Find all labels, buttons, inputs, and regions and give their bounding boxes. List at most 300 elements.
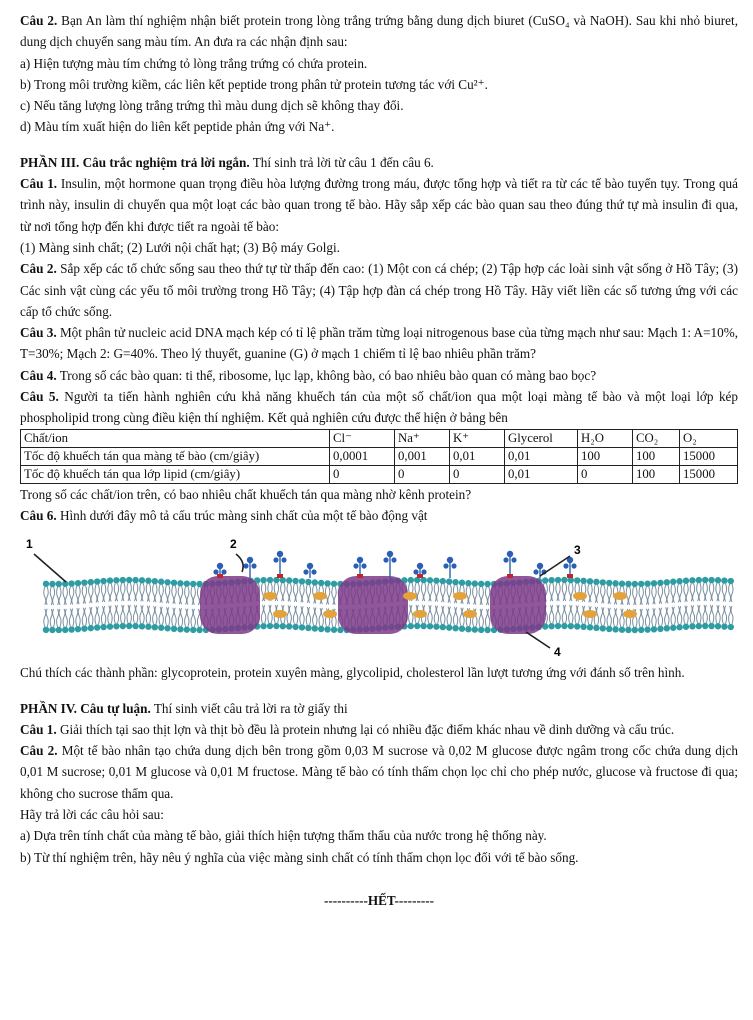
table-cell: O₂ (680, 429, 738, 447)
exam-page (20, 10, 738, 911)
phospholipid-head (152, 578, 158, 584)
phospholipid-head (145, 578, 151, 584)
lipid-tail (421, 583, 425, 601)
sugar-unit (383, 558, 388, 563)
lipid-tail (729, 606, 733, 624)
phospholipid-head (139, 577, 145, 583)
phospholipid-head (600, 579, 606, 585)
phospholipid-head (555, 577, 561, 583)
phospholipid-head (190, 627, 196, 633)
phospholipid-head (113, 577, 119, 583)
phospholipid-head (196, 627, 202, 633)
phospholipid-head (606, 626, 612, 632)
part4-question-2-prompt: Hãy trả lời các câu hỏi sau: (20, 807, 164, 823)
cholesterol (403, 592, 417, 600)
lipid-tail (690, 584, 694, 602)
sugar-unit (421, 570, 426, 575)
lipid-tail (607, 608, 611, 626)
phospholipid-head (120, 623, 126, 629)
phospholipid-head (318, 626, 324, 632)
lipid-tail (703, 605, 707, 623)
end-mark: ----------HẾT--------- (323, 892, 435, 908)
phospholipid-head (171, 626, 177, 632)
part3-heading: PHẦN III. Câu trắc nghiệm trả lời ngắn. Thí sinh trả lời từ câu 1 đến câu 6. (20, 154, 434, 170)
phospholipid-head (664, 579, 670, 585)
sugar-unit (387, 551, 393, 557)
phospholipid-head (312, 580, 318, 586)
table-cell: 0,01 (505, 465, 578, 483)
phospholipid-head (433, 578, 439, 584)
phospholipid-head (676, 624, 682, 630)
sugar-unit (447, 557, 453, 563)
lipid-tail (300, 607, 304, 625)
phospholipid-head (625, 627, 631, 633)
phospholipid-head (331, 627, 337, 633)
sugar-unit (307, 563, 313, 569)
lipid-tail (101, 584, 105, 602)
phospholipid-head (638, 627, 644, 633)
lipid-tail (658, 586, 662, 604)
lipid-tail (178, 587, 182, 605)
phospholipid-head (62, 627, 68, 633)
phospholipid-head (478, 627, 484, 633)
phospholipid-head (580, 624, 586, 630)
phospholipid-head (683, 578, 689, 584)
phospholipid-head (433, 624, 439, 630)
lipid-tail (108, 606, 112, 624)
phospholipid-head (190, 581, 196, 587)
lipid-tail (153, 584, 157, 602)
part2-question-2: Câu 2. Bạn An làm thí nghiệm nhận biết protein trong lòng trắng trứng bằng dung dịch biuret (CuSO₄ và NaOH). Sau khi nhỏ biuret, dung dịch chuyển sang màu tím. An đưa ra các nhận định sau: (20, 13, 738, 50)
lipid-tail (133, 583, 137, 601)
lipid-tail (479, 587, 483, 605)
phospholipid-head (107, 578, 113, 584)
phospholipid-head (305, 625, 311, 631)
lipid-tail (121, 605, 125, 623)
lipid-tail (453, 607, 457, 625)
phospholipid-head (676, 578, 682, 584)
sugar-unit (507, 574, 513, 578)
sugar-unit (537, 563, 543, 569)
table-cell: 0,0001 (330, 447, 395, 465)
sugar-unit (511, 558, 516, 563)
lipid-tail (703, 583, 707, 601)
phospholipid-head (459, 626, 465, 632)
lipid-tail (306, 607, 310, 625)
sugar-unit (311, 570, 316, 575)
phospholipid-head (292, 624, 298, 630)
lipid-tail (652, 587, 656, 605)
lipid-tail (441, 584, 445, 602)
table-cell: 0 (450, 465, 505, 483)
lipid-tail (146, 606, 150, 624)
sugar-unit (533, 570, 538, 575)
cholesterol (323, 610, 337, 618)
figure-label-4: 4 (554, 645, 561, 660)
lipid-tail (697, 583, 701, 601)
sugar-unit (417, 563, 423, 569)
phospholipid-head (670, 625, 676, 631)
phospholipid-head (100, 578, 106, 584)
lipid-tail (569, 583, 573, 601)
lipid-tail (562, 583, 566, 601)
table-cell: Chất/ion (21, 429, 330, 447)
lipid-tail (185, 587, 189, 605)
table-cell: H₂O (578, 429, 633, 447)
phospholipid-head (94, 579, 100, 585)
phospholipid-head (452, 579, 458, 585)
phospholipid-head (619, 581, 625, 587)
lipid-tail (665, 608, 669, 626)
transmembrane-protein (200, 576, 260, 634)
phospholipid-head (286, 624, 292, 630)
part3-question-5-after: Trong số các chất/ion trên, có bao nhiêu chất khuếch tán qua màng nhờ kênh protein? (20, 486, 472, 502)
table-cell: Cl⁻ (330, 429, 395, 447)
cholesterol (313, 592, 327, 600)
part4-question-1: Câu 1. Giải thích tại sao thịt lợn và thịt bò đều là protein nhưng lại có nhiều đặc điểm khác nhau về dinh dưỡng và cấu trúc. (20, 721, 675, 737)
sugar-unit (503, 558, 508, 563)
lipid-tail (434, 606, 438, 624)
lipid-tail (261, 605, 265, 623)
lipid-tail (159, 607, 163, 625)
lipid-tail (89, 585, 93, 603)
phospholipid-head (459, 580, 465, 586)
phospholipid-head (587, 624, 593, 630)
phospholipid-head (446, 579, 452, 585)
phospholipid-head (75, 580, 81, 586)
lipid-tail (594, 585, 598, 603)
phospholipid-head (184, 581, 190, 587)
lipid-tail (57, 587, 61, 605)
phospholipid-head (548, 577, 554, 583)
phospholipid-head (81, 580, 87, 586)
phospholipid-head (427, 577, 433, 583)
sugar-unit (353, 564, 358, 569)
sugar-unit (251, 564, 256, 569)
lipid-tail (716, 605, 720, 623)
phospholipid-head (478, 581, 484, 587)
table-cell: 15000 (680, 465, 738, 483)
lipid-tail (153, 606, 157, 624)
table-cell: CO₂ (633, 429, 680, 447)
phospholipid-head (331, 581, 337, 587)
lipid-tail (300, 585, 304, 603)
phospholipid-head (88, 625, 94, 631)
table-cell: 100 (633, 447, 680, 465)
option-b: b) Trong môi trường kiềm, các liên kết peptide trong phân tử protein tương tác với Cu²⁺. (20, 76, 488, 92)
lipid-tail (332, 587, 336, 605)
phospholipid-head (638, 581, 644, 587)
lipid-tail (89, 607, 93, 625)
lipid-tail (165, 586, 169, 604)
figure-caption: Chú thích các thành phần: glycoprotein, protein xuyên màng, glycolipid, cholesterol lần lượt tương ứng với đánh số trên hình. (20, 665, 685, 681)
lipid-tail (671, 585, 675, 603)
lipid-tail (722, 606, 726, 624)
lipid-tail (101, 606, 105, 624)
lipid-tail (729, 584, 733, 602)
phospholipid-head (606, 580, 612, 586)
phospholipid-head (56, 627, 62, 633)
phospholipid-head (708, 577, 714, 583)
table-cell: 100 (578, 447, 633, 465)
phospholipid-head (158, 625, 164, 631)
table-cell: Tốc độ khuếch tán qua màng tế bào (cm/giây) (21, 447, 330, 465)
phospholipid-head (644, 627, 650, 633)
phospholipid-head (472, 627, 478, 633)
phospholipid-head (324, 580, 330, 586)
sugar-unit (361, 564, 366, 569)
sugar-unit (243, 564, 248, 569)
phospholipid-head (107, 624, 113, 630)
lipid-tail (633, 587, 637, 605)
lipid-tail (82, 608, 86, 626)
phospholipid-head (177, 626, 183, 632)
table-row (21, 447, 738, 465)
cholesterol (573, 592, 587, 600)
phospholipid-head (715, 623, 721, 629)
part4-question-2-a: a) Dựa trên tính chất của màng tế bào, giải thích hiện tượng thẩm thấu của nước trong hệ thống này. (20, 828, 547, 844)
phospholipid-head (164, 625, 170, 631)
sugar-unit (303, 570, 308, 575)
lipid-tail (114, 583, 118, 601)
part3-question-2: Câu 2. Sắp xếp các tổ chức sống sau theo thứ tự từ thấp đến cao: (1) Một con cá chép; (2) Tập hợp các loài sinh vật sống ở Hồ Tây; (3) Các sinh vật cùng các yếu tố môi trường trong Hồ Tây; (4) Tập hợp đàn cá chép trong Hồ Tây. Hãy viết liền các số tương ứng với các cấp tổ chức sống. (20, 261, 738, 319)
phospholipid-head (158, 579, 164, 585)
phospholipid-head (484, 627, 490, 633)
phospholipid-head (292, 578, 298, 584)
lipid-tail (268, 605, 272, 623)
part3-question-1: Câu 1. Insulin, một hormone quan trọng điều hòa lượng đường trong máu, được tổng hợp và tiết ra từ các tế bào tuyến tụy. Trong quá trình này, insulin di chuyển qua một loạt các bào quan trong tế bào. Hãy sắp xếp các bào quan sau theo đúng thứ tự mà insulin đi qua, từ nơi tổng hợp đến khi được tiết ra ngoài tế bào: (20, 176, 738, 234)
lipid-tail (44, 587, 48, 605)
part3-question-1-items: (1) Màng sinh chất; (2) Lưới nội chất hạt; (3) Bộ máy Golgi. (20, 239, 340, 255)
phospholipid-head (267, 623, 273, 629)
phospholipid-head (440, 578, 446, 584)
lipid-tail (671, 607, 675, 625)
table-cell: Glycerol (505, 429, 578, 447)
membrane-components (34, 551, 637, 648)
phospholipid-head (427, 623, 433, 629)
phospholipid-head (548, 623, 554, 629)
phospholipid-head (689, 577, 695, 583)
lipid-tail (447, 585, 451, 603)
lipid-tail (639, 609, 643, 627)
phospholipid-head (273, 623, 279, 629)
lipid-tail (460, 608, 464, 626)
phospholipid-head (120, 577, 126, 583)
phospholipid-head (664, 625, 670, 631)
phospholipid-head (126, 623, 132, 629)
lipid-tail (562, 605, 566, 623)
diffusion-table (20, 429, 738, 484)
lipid-tail (159, 585, 163, 603)
phospholipid-head (657, 580, 663, 586)
lipid-tail (428, 584, 432, 602)
lipid-tail (191, 587, 195, 605)
lipid-tail (82, 586, 86, 604)
phospholipid-head (299, 624, 305, 630)
table-cell: 15000 (680, 447, 738, 465)
lipid-tail (127, 605, 131, 623)
sugar-unit (217, 574, 223, 578)
phospholipid-head (715, 577, 721, 583)
lipid-tail (287, 606, 291, 624)
cholesterol (463, 610, 477, 618)
phospholipid-head (465, 626, 471, 632)
lipid-tail (620, 609, 624, 627)
lipid-tail (473, 587, 477, 605)
phospholipid-head (619, 627, 625, 633)
lipid-tail (313, 608, 317, 626)
lipid-tail (588, 585, 592, 603)
part3-question-5: Câu 5. Người ta tiến hành nghiên cứu khả năng khuếch tán của một số chất/ion qua một loại màng tế bào và một loại lớp kép phospholipid trong cùng điều kiện thí nghiệm. Kết quả nghiên cứu được thể hiện ở bảng bên (20, 389, 739, 426)
lipid-tail (172, 608, 176, 626)
lipid-tail (684, 584, 688, 602)
phospholipid-head (587, 578, 593, 584)
sugar-unit (273, 558, 278, 563)
lipid-tail (607, 586, 611, 604)
phospholipid-head (56, 581, 62, 587)
phospholipid-head (324, 626, 330, 632)
table-cell: 0 (330, 465, 395, 483)
part4-question-2: Câu 2. Một tế bào nhân tạo chứa dung dịch bên trong gồm 0,03 M sucrose và 0,02 M glucose được ngâm trong cốc chứa dung dịch 0,01 M sucrose; 0,01 M glucose và 0,01 M fructose. Màng tế bào có tính thấm chọn lọc chỉ cho phép nước, glucose và fructose đi qua; không cho sucrose thấm qua. (20, 743, 739, 801)
figure-label-1: 1 (26, 537, 33, 552)
phospholipid-head (651, 580, 657, 586)
phospholipid-head (260, 623, 266, 629)
phospholipid-head (81, 626, 87, 632)
lipid-tail (556, 605, 560, 623)
sugar-unit (247, 557, 253, 563)
phospholipid-head (164, 579, 170, 585)
sugar-unit (277, 574, 283, 578)
phospholipid-head (632, 627, 638, 633)
lipid-tail (601, 586, 605, 604)
sugar-unit (277, 551, 283, 557)
table-cell: K⁺ (450, 429, 505, 447)
lipid-tail (165, 608, 169, 626)
label-arrow (526, 632, 550, 648)
phospholipid-head (88, 579, 94, 585)
part3-question-6: Câu 6. Hình dưới đây mô tả cấu trúc màng sinh chất của một tế bào động vật (20, 507, 428, 523)
phospholipid-head (651, 626, 657, 632)
sugar-unit (507, 551, 513, 557)
lipid-tail (76, 608, 80, 626)
lipid-tail (709, 583, 713, 601)
phospholipid-head (446, 625, 452, 631)
phospholipid-head (75, 626, 81, 632)
phospholipid-head (49, 581, 55, 587)
sugar-unit (217, 563, 223, 569)
phospholipid-head (132, 577, 138, 583)
lipid-tail (306, 585, 310, 603)
phospholipid-head (484, 581, 490, 587)
option-a: a) Hiện tượng màu tím chứng tỏ lòng trắng trứng có chứa protein. (20, 55, 368, 71)
phospholipid-head (126, 577, 132, 583)
phospholipid-head (177, 580, 183, 586)
lipid-tail (479, 609, 483, 627)
lipid-tail (95, 585, 99, 603)
phospholipid-head (555, 623, 561, 629)
lipid-tail (287, 584, 291, 602)
lipid-tail (108, 584, 112, 602)
lipid-tail (665, 586, 669, 604)
lipid-tail (409, 605, 413, 623)
sugar-unit (357, 574, 363, 578)
sugar-unit (281, 558, 286, 563)
phospholipid-head (68, 581, 74, 587)
phospholipid-head (139, 623, 145, 629)
lipid-tail (677, 584, 681, 602)
lipid-tail (50, 587, 54, 605)
lipid-tail (140, 584, 144, 602)
sugar-unit (417, 574, 423, 578)
phospholipid-head (561, 623, 567, 629)
sugar-unit (221, 570, 226, 575)
phospholipid-head (612, 580, 618, 586)
table-cell: 0,01 (505, 447, 578, 465)
phospholipid-head (689, 623, 695, 629)
table-cell: Tốc độ khuếch tán qua lớp lipid (cm/giây) (21, 465, 330, 483)
part4-heading: PHẦN IV. Câu tự luận. Thí sinh viết câu trả lời ra tờ giấy thi (20, 700, 348, 716)
phospholipid-head (696, 623, 702, 629)
lipid-tail (293, 606, 297, 624)
phospholipid-head (728, 578, 734, 584)
table-row (21, 465, 738, 483)
figure-label-2: 2 (230, 537, 237, 552)
lipid-tail (95, 607, 99, 625)
lipid-tail (293, 584, 297, 602)
cholesterol (583, 610, 597, 618)
phospholipid-head (68, 627, 74, 633)
lipid-tail (652, 609, 656, 627)
table-cell: Na⁺ (395, 429, 450, 447)
phospholipid-head (728, 624, 734, 630)
phospholipid-head (267, 577, 273, 583)
lipid-tail (716, 583, 720, 601)
lipid-tail (447, 607, 451, 625)
phospholipid-head (568, 623, 574, 629)
phospholipid-head (632, 581, 638, 587)
lipid-tail (645, 587, 649, 605)
phospholipid-head (561, 577, 567, 583)
lipid-tail (434, 584, 438, 602)
phospholipid-head (408, 577, 414, 583)
phospholipid-head (318, 580, 324, 586)
sugar-unit (357, 557, 363, 563)
phospholipid-head (600, 625, 606, 631)
lipid-tail (441, 606, 445, 624)
lipid-tail (69, 587, 73, 605)
phospholipid-head (625, 581, 631, 587)
lipid-tail (133, 605, 137, 623)
phospholipid-head (702, 577, 708, 583)
phospholipid-head (593, 579, 599, 585)
part3-question-3: Câu 3. Một phân tử nucleic acid DNA mạch kép có tỉ lệ phần trăm từng loại nitrogenous base của từng mạch như sau: Mạch 1: A=10%, T=30%; Mạch 2: G=40%. Theo lý thuyết, guanine (G) ở mạch 1 chiếm tỉ lệ bao nhiêu phần trăm? (20, 325, 738, 362)
lipid-tail (140, 606, 144, 624)
lipid-tail (690, 606, 694, 624)
phospholipid-head (299, 578, 305, 584)
lipid-tail (569, 605, 573, 623)
lipid-tail (575, 606, 579, 624)
phospholipid-head (452, 625, 458, 631)
lipid-tail (185, 609, 189, 627)
lipid-tail (697, 605, 701, 623)
table-cell: 0,01 (450, 447, 505, 465)
phospholipid-head (420, 623, 426, 629)
sugar-unit (443, 564, 448, 569)
lipid-tail (172, 586, 176, 604)
phospholipid-head (721, 578, 727, 584)
sugar-unit (413, 570, 418, 575)
option-c: c) Nếu tăng lượng lòng trắng trứng thì màu dung dịch sẽ không thay đổi. (20, 98, 404, 114)
